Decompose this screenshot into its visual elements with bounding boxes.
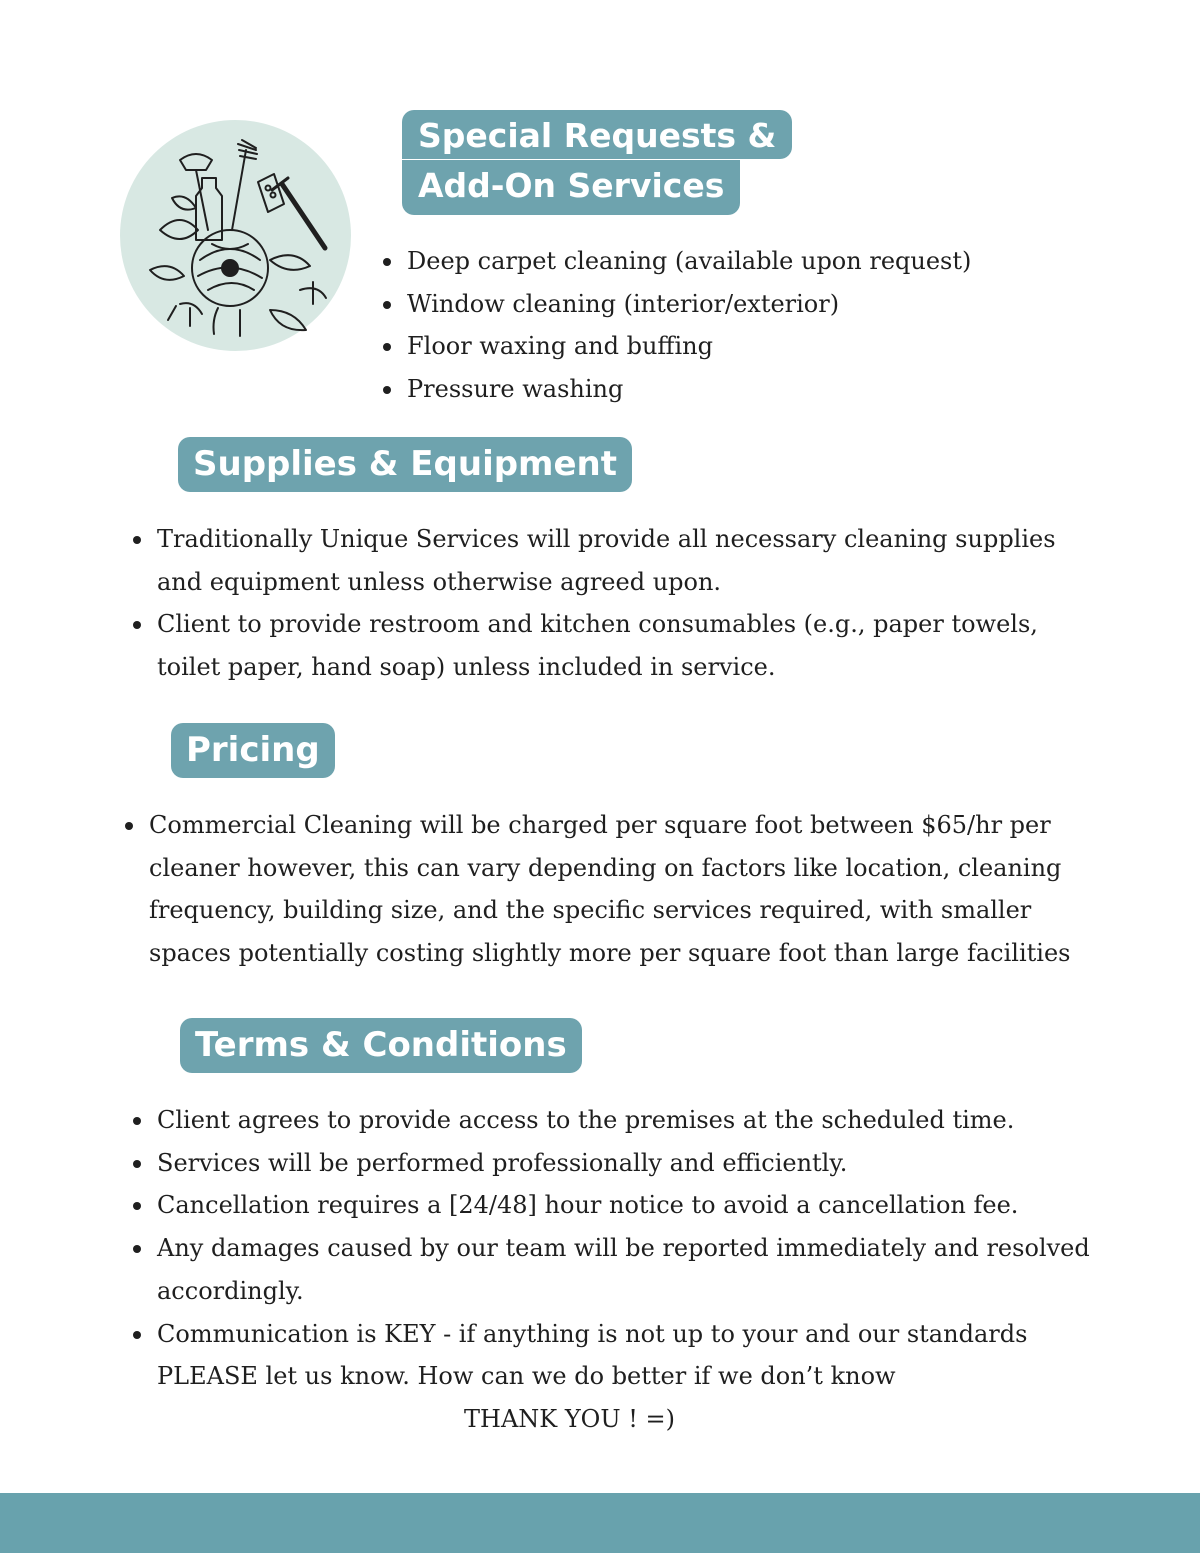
pricing-heading: Pricing [171, 723, 335, 778]
terms-heading: Terms & Conditions [180, 1018, 582, 1073]
list-item: Commercial Cleaning will be charged per square foot between $65/hr per cleaner however, this can vary depending on factors like location, cleaning frequency, building size, and the specific services required, with smaller spaces potentially costing slightly more per square foot than large facilities [122, 804, 1112, 975]
terms-list [130, 1099, 1130, 1398]
list-item: Client to provide restroom and kitchen consumables (e.g., paper towels, toilet paper, hand soap) unless included in service. [130, 603, 1105, 688]
list-item: Traditionally Unique Services will provide all necessary cleaning supplies and equipment unless otherwise agreed upon. [130, 518, 1105, 603]
list-item: Communication is KEY - if anything is not up to your and our standards PLEASE let us know. How can we do better if we don’t know [130, 1313, 1130, 1398]
supplies-list [130, 518, 1105, 689]
supplies-heading: Supplies & Equipment [178, 437, 632, 492]
floral-cleaning-tools-icon [120, 120, 351, 351]
list-item: Client agrees to provide access to the premises at the scheduled time. [130, 1099, 1130, 1142]
list-item: Floor waxing and buffing [380, 325, 1080, 368]
logo [120, 120, 351, 351]
special-requests-list [380, 240, 1080, 411]
footer-band [0, 1493, 1200, 1553]
special-requests-heading-line2: Add-On Services [402, 160, 740, 215]
list-item: Pressure washing [380, 368, 1080, 411]
closing-thanks: THANK YOU ! =) [464, 1405, 675, 1433]
list-item: Cancellation requires a [24/48] hour notice to avoid a cancellation fee. [130, 1184, 1130, 1227]
list-item: Services will be performed professionally and efficiently. [130, 1142, 1130, 1185]
list-item: Window cleaning (interior/exterior) [380, 283, 1080, 326]
special-requests-heading [402, 110, 792, 215]
pricing-list [122, 804, 1112, 975]
list-item: Deep carpet cleaning (available upon request) [380, 240, 1080, 283]
special-requests-heading-line1: Special Requests & [402, 110, 792, 159]
list-item: Any damages caused by our team will be reported immediately and resolved accordingly. [130, 1227, 1130, 1312]
